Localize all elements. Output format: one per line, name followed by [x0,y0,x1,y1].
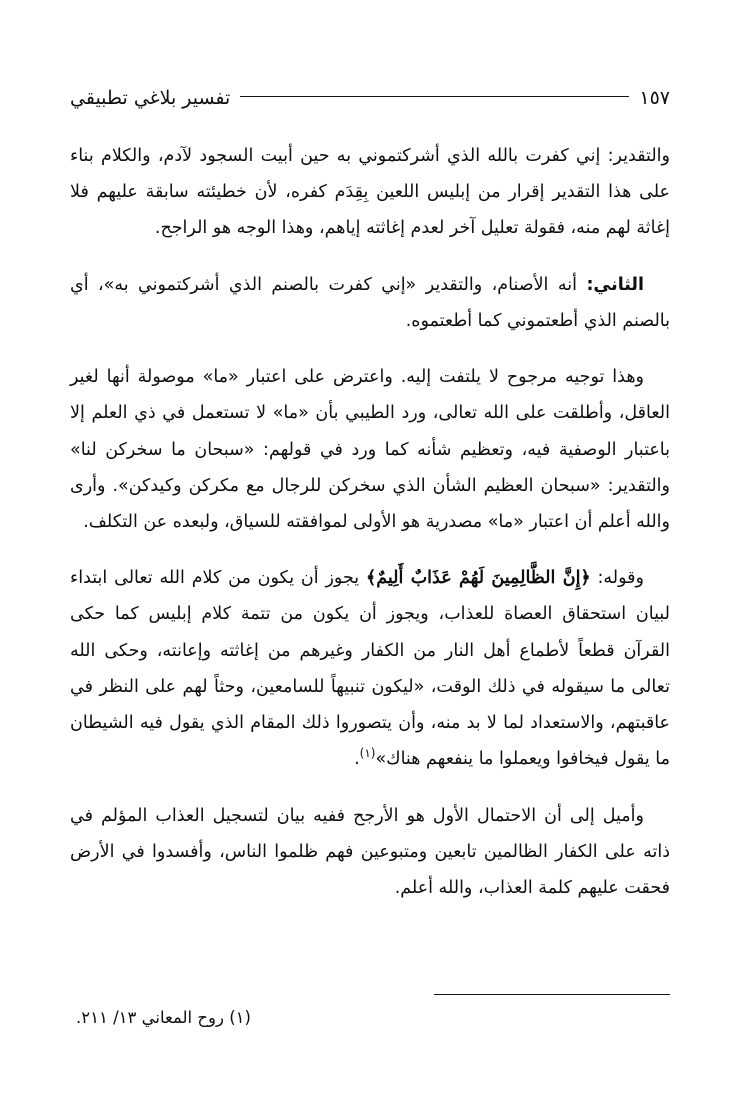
paragraph-4-text: يجوز أن يكون من كلام الله تعالى ابتداء لبيان استحقاق العصاة للعذاب، ويجوز أن يكون من تتمة كلام إبليس كما حكى القرآن قطعاً لأطماع أهل النار من الكفار وغيرهم من إغاثته وإعانته، وحكى الله تعالى ما سيقوله في ذلك الوقت، «ليكون تنبيهاً للسامعين، وحثاً لهم على النظر في عاقبتهم، والاستعداد لما لا بد منه، وأن يتصوروا ذلك المقام الذي يقول فيه الشيطان ما يقول فيخافوا ويعملوا ما ينفعهم هناك» [70,568,670,770]
footnote-marker: (١) [359,746,376,761]
paragraph-1-text: والتقدير: إني كفرت بالله الذي أشركتموني به حين أبيت السجود لآدم، والكلام بناء على هذا التقدير إقرار من إبليس اللعين بِقِدَم كفره، لأن خطيئته سابقة عليهم فلا إغاثة لهم منه، فقولة تعليل آخر لعدم إغاثته إياهم، وهذا الوجه هو الراجح. [70,146,670,239]
paragraph-5-text: وأميل إلى أن الاحتمال الأول هو الأرجح ففيه بيان لتسجيل العذاب المؤلم في ذاته على الكفار الظالمين تابعين ومتبوعين فهم ظلموا الناس، وأفسدوا في الأرض فحقت عليهم كلمة العذاب، والله أعلم. [70,805,670,898]
paragraph-5 [70,798,670,907]
paragraph-4-tail: . [354,749,360,770]
book-title: تفسير بلاغي تطبيقي [70,87,231,109]
paragraph-2-text: أنه الأصنام، والتقدير «إني كفرت بالصنم الذي أشركتموني به»، أي بالصنم الذي أطعتموني كما أطعتموه. [70,274,670,331]
footnote-text: (١) روح المعاني ١٣/ ٢١١. [76,1007,251,1027]
running-header [70,82,670,116]
paragraph-2-lead: الثاني: [586,274,644,295]
paragraph-3 [70,359,670,540]
paragraph-4-lead: وقوله: [597,568,644,589]
quranic-verse: ﴿إِنَّ الظَّالِمِينَ لَهُمْ عَذَابٌ أَلِيمٌ﴾ [365,568,591,589]
footnote-divider [434,994,670,995]
paragraph-1 [70,138,670,247]
paragraph-3-text: وهذا توجيه مرجوح لا يلتفت إليه. واعترض على اعتبار «ما» موصولة أنها لغير العاقل، وأطلقت على الله تعالى، ورد الطيبي بأن «ما» لا تستعمل في ذي العلم إلا باعتبار الوصفية فيه، وتعظيم شأنه كما ورد في قولهم: «سبحان ما سخركن لنا» والتقدير: «سبحان العظيم الشأن الذي سخركن للرجال مع مكركن وكيدكن». وأرى والله أعلم أن اعتبار «ما» مصدرية هو الأولى لموافقته للسياق، ولبعده عن التكلف. [70,367,670,532]
paragraph-2 [70,267,670,339]
page-number: ١٥٧ [639,87,670,109]
page-content [70,138,670,906]
paragraph-4 [70,560,670,777]
header-divider [240,96,629,97]
footnote-area [70,994,670,1031]
